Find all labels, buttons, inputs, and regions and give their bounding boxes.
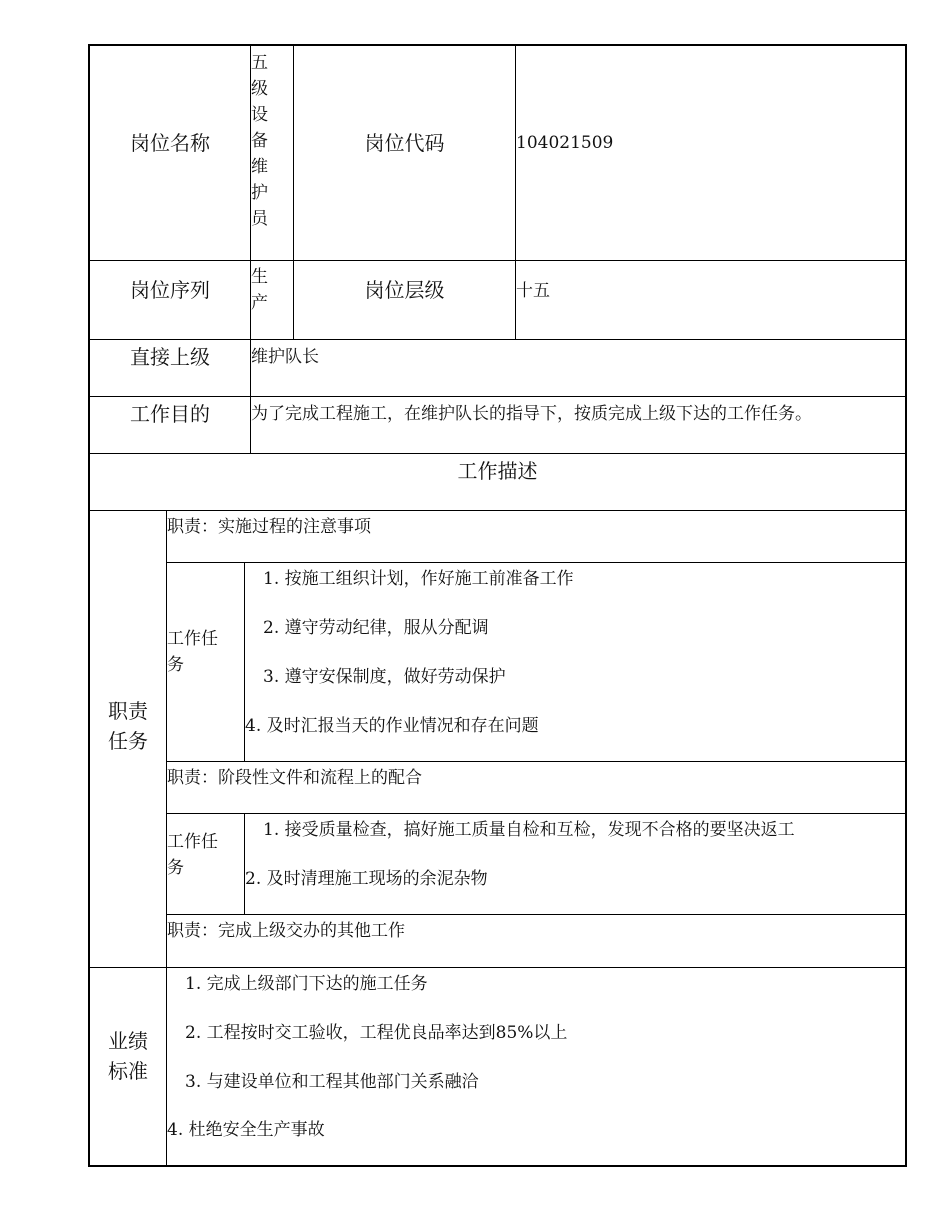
task-item: 4. 及时汇报当天的作业情况和存在问题 — [245, 716, 539, 736]
task-label: 工作任务 — [167, 629, 218, 675]
job-description-table — [88, 44, 907, 1167]
task-item: 2. 及时清理施工现场的余泥杂物 — [245, 869, 488, 889]
direct-superior-label: 直接上级 — [130, 345, 210, 369]
position-code-label: 岗位代码 — [364, 131, 445, 155]
position-level-value: 十五 — [516, 281, 550, 301]
task-item: 2. 遵守劳动纪律，服从分配调 — [263, 618, 489, 638]
performance-item: 1. 完成上级部门下达的施工任务 — [185, 974, 428, 994]
position-level-label: 岗位层级 — [364, 278, 445, 302]
performance-item: 2. 工程按时交工验收，工程优良品率达到85%以上 — [185, 1023, 568, 1043]
performance-label: 业绩标准 — [108, 1029, 148, 1083]
position-name-value: 五级设备维护员 — [251, 53, 268, 229]
performance-item: 3. 与建设单位和工程其他部门关系融洽 — [185, 1072, 479, 1092]
duty-title: 职责：完成上级交办的其他工作 — [167, 921, 405, 941]
work-purpose-value: 为了完成工程施工，在维护队长的指导下，按质完成上级下达的工作任务。 — [251, 404, 812, 424]
position-name-label: 岗位名称 — [130, 131, 210, 155]
duty-title: 职责：阶段性文件和流程上的配合 — [167, 768, 422, 788]
task-item: 1. 按施工组织计划，作好施工前准备工作 — [263, 569, 574, 589]
position-code-value: 104021509 — [516, 133, 614, 153]
task-label: 工作任务 — [167, 832, 218, 878]
section-title: 工作描述 — [457, 459, 538, 483]
task-item: 1. 接受质量检查，搞好施工质量自检和互检，发现不合格的要坚决返工 — [263, 820, 795, 840]
duties-label: 职责任务 — [108, 699, 148, 753]
position-sequence-label: 岗位序列 — [130, 278, 210, 302]
performance-item: 4. 杜绝安全生产事故 — [167, 1120, 325, 1140]
work-purpose-label: 工作目的 — [130, 402, 210, 426]
direct-superior-value: 维护队长 — [251, 347, 319, 367]
task-item: 3. 遵守安保制度，做好劳动保护 — [263, 667, 506, 687]
duty-title: 职责：实施过程的注意事项 — [167, 517, 371, 537]
position-sequence-value: 生产 — [251, 267, 268, 313]
